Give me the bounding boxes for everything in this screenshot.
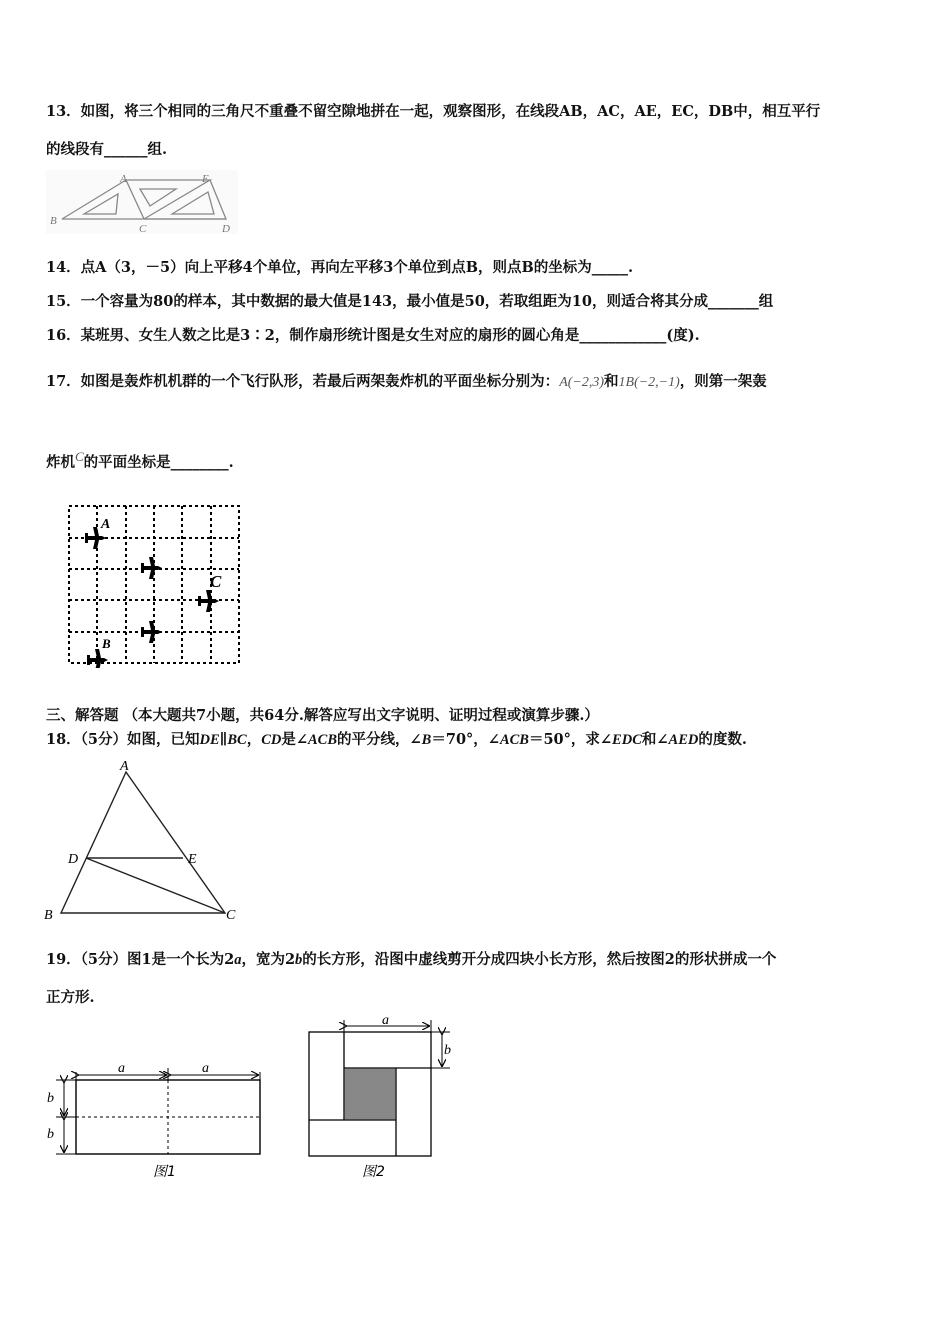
q18-edc: ∠EDC: [599, 732, 642, 748]
q18-text: [46, 730, 747, 750]
section3-heading: 三、解答题 （本大题共7小题，共64分.解答应写出文字说明、证明过程或演算步骤.）: [46, 707, 599, 724]
q17-grid-label-b: B: [102, 636, 111, 651]
q18-eq2: ＝50°，求: [528, 731, 600, 748]
q19-fig2-caption: 图2: [362, 1164, 385, 1180]
q19-fig2-label-a: a: [382, 1013, 389, 1028]
q19-fig1-label-a2: a: [202, 1061, 209, 1076]
q16-text: 16．某班男、女生人数之比是3∶2，制作扇形统计图是女生对应的扇形的圆心角是____________(度).: [46, 327, 700, 344]
q19-line1-c: 的长方形，沿图中虚线剪开分成四块小长方形，然后按图2的形状拼成一个: [302, 951, 777, 968]
q17-coord-a: A(−2,3): [559, 375, 605, 390]
q13-line2: 的线段有______组.: [46, 141, 168, 158]
q18-eq1: ＝70°，: [431, 731, 488, 748]
q17-text-b: ，则第一架轰: [679, 373, 767, 390]
q17-line2-a: 炸机: [46, 453, 75, 471]
q19-fig2-label-b: b: [444, 1043, 451, 1058]
q18-label-a: A: [120, 759, 129, 774]
q18-de-bc: DE∥BC: [199, 732, 247, 748]
q19-fig1-label-b2: b: [47, 1127, 54, 1142]
q18-aed: ∠AED: [656, 732, 699, 748]
q17-grid-label-a: A: [101, 517, 111, 532]
q19-var-a: a: [234, 952, 242, 968]
q18-label-e: E: [188, 852, 197, 867]
q18-label-b: B: [44, 908, 53, 923]
q18-label-d: D: [68, 852, 79, 867]
q14-text: 14．点A（3，－5）向上平移4个单位，再向左平移3个单位到点B，则点B的坐标为_____.: [46, 259, 634, 276]
q18-acb: ∠ACB: [295, 732, 338, 748]
q13-label-d: D: [222, 223, 230, 234]
q19-line1-a: 19．（5分）图1是一个长为2: [46, 951, 235, 968]
q19-line1-b: ，宽为2: [241, 951, 296, 968]
q19-figure2: [298, 1012, 468, 1184]
q17-bomber-grid-figure: [64, 500, 244, 668]
q17-coord-b: 1B(−2,−1): [618, 375, 680, 390]
q18-mid1: 是: [281, 731, 296, 748]
q17-point-c: C: [75, 449, 84, 464]
q17-line2: [46, 447, 234, 473]
q13-label-a: A: [120, 173, 127, 185]
q15-text: 15．一个容量为80的样本，其中数据的最大值是143，最小值是50，若取组距为10，则适合将其分成_______组: [46, 293, 774, 310]
q17-line2-b: 的平面坐标是________.: [83, 453, 234, 471]
q17-and: 和: [604, 373, 619, 390]
q18-cd: CD: [261, 732, 282, 748]
q19-line1: [46, 950, 776, 970]
q13-label-b: B: [50, 215, 57, 227]
q18-comma: ，: [246, 731, 262, 748]
q13-line1: 13．如图，将三个相同的三角尺不重叠不留空隙地拼在一起，观察图形，在线段AB，AC，AE，EC，DB中，相互平行: [46, 103, 821, 120]
q13-triangles-figure: [46, 170, 238, 234]
q17-grid-label-c: C: [210, 572, 222, 591]
q19-figure1: [42, 1058, 272, 1186]
q13-label-e: E: [202, 173, 209, 185]
q19-var-b: b: [295, 952, 303, 968]
q18-angle-b: ∠B: [409, 732, 432, 748]
q18-angle-acb: ∠ACB: [487, 732, 529, 748]
q18-suffix: 的度数.: [698, 731, 747, 748]
q17-line1: [46, 372, 767, 393]
q18-label-c: C: [226, 908, 236, 923]
q18-prefix: 18．（5分）如图，已知: [46, 731, 200, 748]
q19-fig1-label-b1: b: [47, 1091, 54, 1106]
q19-fig1-label-a1: a: [118, 1061, 125, 1076]
q18-triangle-figure: [40, 758, 250, 928]
q19-line2: 正方形.: [46, 989, 95, 1006]
q19-fig1-caption: 图1: [153, 1164, 176, 1180]
q18-and: 和: [641, 731, 657, 748]
q13-label-c: C: [139, 223, 147, 234]
q17-text-a: 17．如图是轰炸机机群的一个飞行队形，若最后两架轰炸机的平面坐标分别为：: [46, 373, 560, 390]
q18-mid2: 的平分线，: [337, 731, 410, 748]
